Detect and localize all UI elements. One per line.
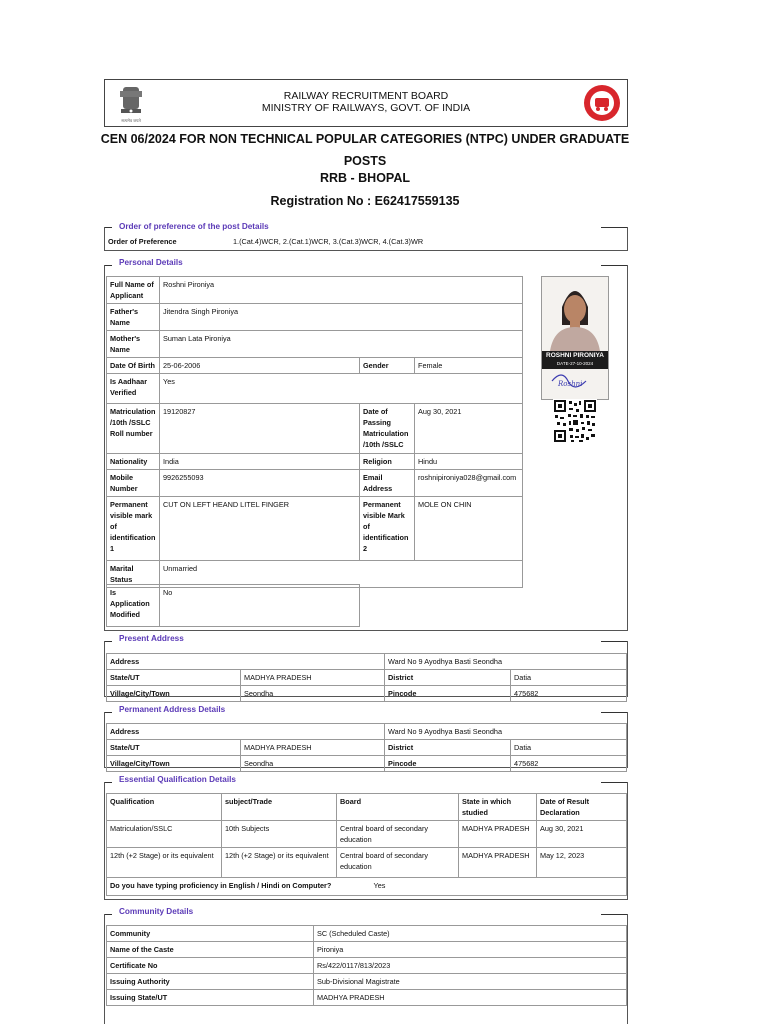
post-title: CEN 06/2024 FOR NON TECHNICAL POPULAR CATEGORIES (NTPC) UNDER GRADUATE POSTS (100, 132, 630, 168)
table-row (107, 821, 627, 848)
table-row (107, 958, 627, 974)
modified-table (106, 584, 360, 627)
table-cell: Central board of secondary education (337, 821, 459, 848)
table-row (107, 724, 627, 740)
marital-value: Unmarried (160, 561, 523, 588)
matric-label: Matriculation /10th /SSLC Roll number (107, 404, 160, 454)
header-line1: RAILWAY RECRUITMENT BOARD (283, 90, 449, 102)
district-label: District (385, 670, 511, 686)
state-label: State/UT (107, 670, 241, 686)
photo-name: ROSHNI PIRONIYA (546, 352, 604, 359)
signature: Roshni (558, 380, 583, 388)
table-row (107, 374, 523, 404)
address-value: Ward No 9 Ayodhya Basti Seondha (385, 654, 627, 670)
qualification-table (106, 793, 627, 896)
rrb-name: RRB - BHOPAL (319, 171, 411, 185)
gender-label: Gender (360, 358, 415, 374)
religion-value: Hindu (415, 454, 523, 470)
pincode-label: Pincode (385, 686, 511, 702)
table-row (107, 848, 627, 878)
religion-label: Religion (360, 454, 415, 470)
table-row (107, 878, 627, 896)
table-cell: 12th (+2 Stage) or its equivalent (222, 848, 337, 878)
village-label: Village/City/Town (107, 756, 241, 772)
emblem-caption: सत्यमेव जयते (121, 118, 141, 123)
community-label: Community (107, 926, 314, 942)
qualification-section-title: Essential Qualification Details (119, 775, 236, 784)
table-cell: 10th Subjects (222, 821, 337, 848)
district-value: Datia (511, 670, 627, 686)
table-cell: MADHYA PRADESH (459, 821, 537, 848)
issuing-state-value: MADHYA PRADESH (314, 990, 627, 1006)
table-cell: Central board of secondary education (337, 848, 459, 878)
table-row (107, 454, 523, 470)
col-header: Qualification (107, 794, 222, 821)
table-row (107, 974, 627, 990)
table-row (107, 358, 523, 374)
photo-date: DATE-27-10-2024 (556, 361, 594, 366)
state-value: MADHYA PRADESH (241, 740, 385, 756)
pass-label: Date of Passing Matriculation /10th /SSLC (360, 404, 415, 454)
pincode-label: Pincode (385, 756, 511, 772)
mobile-label: Mobile Number (107, 470, 160, 497)
header-box (104, 79, 628, 127)
community-section-title: Community Details (119, 907, 194, 916)
table-header-row (107, 794, 627, 821)
gender-value: Female (415, 358, 523, 374)
state-value: MADHYA PRADESH (241, 670, 385, 686)
table-cell: 12th (+2 Stage) or its equivalent (107, 848, 222, 878)
table-row (107, 942, 627, 958)
father-label: Father's Name (107, 304, 160, 331)
aadhaar-value: Yes (160, 374, 523, 404)
pincode-value: 475682 (511, 686, 627, 702)
preference-value: 1.(Cat.4)WCR, 2.(Cat.1)WCR, 3.(Cat.3)WCR, 4.(Cat.3)WR (233, 237, 424, 246)
mark1-label: Permanent visible mark of identification 1 (107, 497, 160, 561)
certificate-value: Rs/422/0117/813/2023 (314, 958, 627, 974)
state-label: State/UT (107, 740, 241, 756)
permanent-address-section-title: Permanent Address Details (119, 705, 226, 714)
table-cell: Matriculation/SSLC (107, 821, 222, 848)
authority-label: Issuing Authority (107, 974, 314, 990)
full-name-value: Roshni Pironiya (160, 277, 523, 304)
table-row (107, 331, 523, 358)
personal-table (106, 276, 523, 588)
present-address-table (106, 653, 627, 702)
district-label: District (385, 740, 511, 756)
col-header: Date of Result Declaration (537, 794, 627, 821)
full-name-label: Full Name of Applicant (107, 277, 160, 304)
nationality-value: India (160, 454, 360, 470)
table-row (107, 756, 627, 772)
authority-value: Sub-Divisional Magistrate (314, 974, 627, 990)
mother-value: Suman Lata Pironiya (160, 331, 523, 358)
pincode-value: 475682 (511, 756, 627, 772)
preference-label: Order of Preference (108, 237, 177, 246)
table-row (107, 670, 627, 686)
modified-value: No (160, 585, 360, 627)
address-label: Address (107, 654, 385, 670)
table-row (107, 497, 523, 561)
community-table (106, 925, 627, 1006)
modified-label: Is Application Modified (107, 585, 160, 627)
village-label: Village/City/Town (107, 686, 241, 702)
applicant-photo (541, 276, 609, 400)
table-row (107, 740, 627, 756)
village-value: Seondha (241, 756, 385, 772)
typing-value (373, 878, 627, 896)
table-row (107, 686, 627, 702)
certificate-label: Certificate No (107, 958, 314, 974)
email-value: roshnipironiya028@gmail.com (415, 470, 523, 497)
mark2-value: MOLE ON CHIN (415, 497, 523, 561)
table-row (107, 926, 627, 942)
caste-value: Pironiya (314, 942, 627, 958)
indian-railways-logo-icon (583, 84, 621, 122)
address-label: Address (107, 724, 385, 740)
mother-label: Mother's Name (107, 331, 160, 358)
matric-value: 19120827 (160, 404, 360, 454)
table-row (107, 585, 360, 627)
nationality-label: Nationality (107, 454, 160, 470)
village-value: Seondha (241, 686, 385, 702)
dob-value: 25-06-2006 (160, 358, 360, 374)
mark1-value: CUT ON LEFT HEAND LITEL FINGER (160, 497, 360, 561)
issuing-state-label: Issuing State/UT (107, 990, 314, 1006)
typing-label: Do you have typing proficiency in English / Hindi on Computer? (107, 878, 459, 896)
registration-number: Registration No : E62417559135 (270, 194, 460, 208)
present-address-section-title: Present Address (119, 634, 184, 643)
typing-answer: Yes (373, 881, 386, 890)
personal-section-title: Personal Details (119, 258, 183, 267)
table-row (107, 990, 627, 1006)
table-row (107, 304, 523, 331)
father-value: Jitendra Singh Pironiya (160, 304, 523, 331)
table-row (107, 470, 523, 497)
district-value: Datia (511, 740, 627, 756)
header-text (105, 90, 627, 114)
col-header: Board (337, 794, 459, 821)
mobile-value: 9926255093 (160, 470, 360, 497)
permanent-address-table (106, 723, 627, 772)
col-header: subject/Trade (222, 794, 337, 821)
table-cell: MADHYA PRADESH (459, 848, 537, 878)
table-row (107, 654, 627, 670)
table-cell: Aug 30, 2021 (537, 821, 627, 848)
mark2-label: Permanent visible Mark of identification 2 (360, 497, 415, 561)
table-row (107, 277, 523, 304)
dob-label: Date Of Birth (107, 358, 160, 374)
table-row (107, 404, 523, 454)
pass-value: Aug 30, 2021 (415, 404, 523, 454)
community-value: SC (Scheduled Caste) (314, 926, 627, 942)
marital-label: Marital Status (107, 561, 160, 588)
table-cell: May 12, 2023 (537, 848, 627, 878)
header-line2: MINISTRY OF RAILWAYS, GOVT. OF INDIA (261, 102, 471, 114)
col-header: State in which studied (459, 794, 537, 821)
caste-label: Name of the Caste (107, 942, 314, 958)
preference-section-title: Order of preference of the post Details (119, 222, 269, 231)
email-label: Email Address (360, 470, 415, 497)
aadhaar-label: Is Aadhaar Verified (107, 374, 160, 404)
qr-code-icon (553, 399, 597, 443)
address-value: Ward No 9 Ayodhya Basti Seondha (385, 724, 627, 740)
